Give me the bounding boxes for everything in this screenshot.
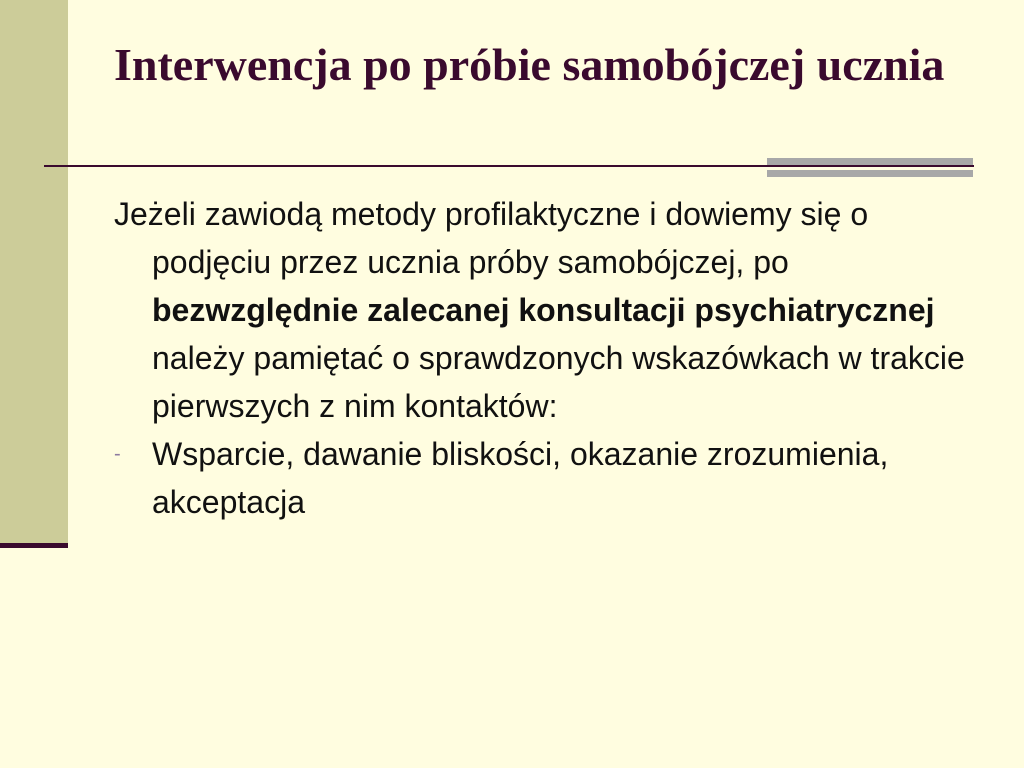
left-decorative-bar (0, 0, 68, 545)
divider-accent-band-top (767, 158, 973, 165)
bullet-item (114, 430, 974, 526)
intro-text-end: należy pamiętać o sprawdzonych wskazówkach w trakcie pierwszych z nim kontaktów: (152, 340, 965, 424)
divider-accent (767, 158, 973, 178)
divider-accent-band-bottom (767, 170, 973, 177)
intro-paragraph (114, 190, 974, 430)
left-bar-accent-line (0, 543, 68, 548)
slide-body (114, 190, 974, 526)
bullet-text: Wsparcie, dawanie bliskości, okazanie zrozumienia, akceptacja (152, 436, 889, 520)
slide-title: Interwencja po próbie samobójczej ucznia (114, 39, 945, 90)
bullet-marker: - (114, 443, 121, 465)
intro-text-bold: bezwzględnie zalecanej konsultacji psychiatrycznej (152, 292, 935, 328)
intro-text-start: Jeżeli zawiodą metody profilaktyczne i dowiemy się o podjęciu przez ucznia próby samobójczej, po (114, 196, 869, 280)
